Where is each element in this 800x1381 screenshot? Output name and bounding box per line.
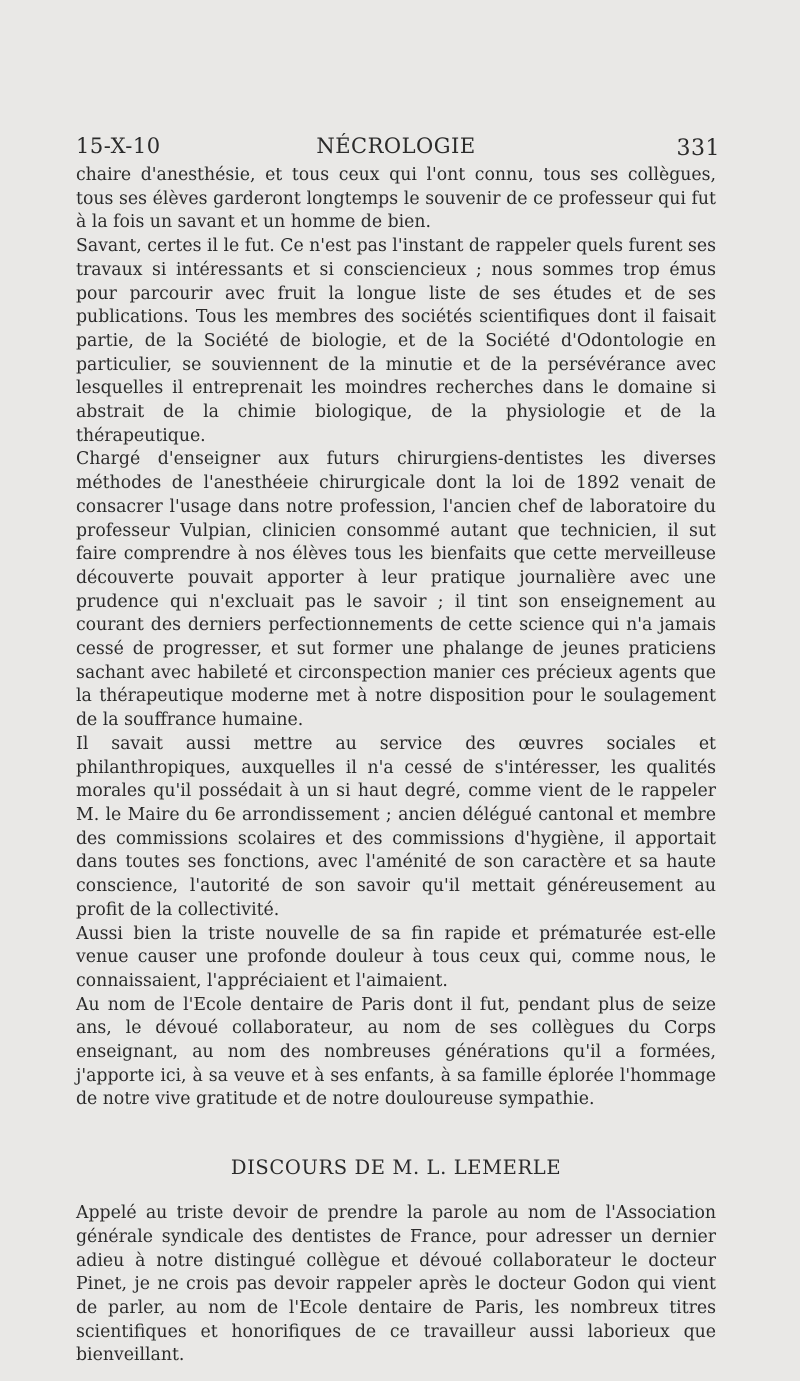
paragraph: Appelé au triste devoir de prendre la parole au nom de l'Association générale syndicale des dentistes de France, pour adresser un dernier adieu à notre distingué collègue et dévoué collaborateur le docteur Pinet, je ne crois pas devoir rappeler après le docteur Godon qui vient de parler, au nom de l'Ecole dentaire de Paris, les nombreux titres scientifiques et honorifiques de ce travailleur aussi laborieux que bienveillant. xyxy=(76,1203,716,1366)
speech-body xyxy=(76,1202,716,1368)
page-number: 331 xyxy=(676,136,720,161)
header-section-title: NÉCROLOGIE xyxy=(316,134,476,158)
paragraph: Chargé d'enseigner aux futurs chirurgiens-dentistes les diverses méthodes de l'anesthéeie chirurgicale dont la loi de 1892 venait de consacrer l'usage dans notre profession, l'ancien chef de laboratoire du professeur Vulpian, clinicien consommé autant que technicien, il sut faire comprendre à nos élèves tous les bienfaits que cette merveilleuse découverte pouvait apporter à leur pratique journalière avec une prudence qui n'excluait pas le savoir ; il tint son enseignement au courant des derniers perfectionnements de cette science qui n'a jamais cessé de progresser, et sut former une phalange de jeunes praticiens sachant avec habileté et circonspection manier ces précieux agents que la thérapeutique moderne met à notre disposition pour le soulagement de la souffrance humaine. xyxy=(76,449,716,731)
section-heading: DISCOURS DE M. L. LEMERLE xyxy=(230,1156,562,1180)
paragraph: Savant, certes il le fut. Ce n'est pas l'instant de rappeler quels furent ses travaux si intéressants et si consciencieux ; nous sommes trop émus pour parcourir avec fruit la longue liste de ses études et de ses publications. Tous les membres des sociétés scientifiques dont il faisait partie, de la Société de biologie, et de la Société d'Odontologie en particulier, se souviennent de la minutie et de la persévérance avec lesquelles il entreprenait les moindres recherches dans le domaine si abstrait de la chimie biologique, de la physiologie et de la thérapeutique. xyxy=(76,236,716,446)
paragraph: Au nom de l'Ecole dentaire de Paris dont il fut, pendant plus de seize ans, le dévoué collaborateur, au nom de ses collègues du Corps enseignant, au nom des nombreuses générations qu'il a formées, j'apporte ici, à sa veuve et à ses enfants, à sa famille éplorée l'hommage de notre vive gratitude et de notre douloureuse sympathie. xyxy=(76,994,716,1110)
paragraph: Aussi bien la triste nouvelle de sa fin rapide et prématurée est-elle venue causer une profonde douleur à tous ceux qui, comme nous, le connaissaient, l'appréciaient et l'aimaient. xyxy=(76,923,716,991)
paragraph: Il savait aussi mettre au service des œuvres sociales et philanthropiques, auxquelles il n'a cessé de s'intéresser, les qualités morales qu'il possédait à un si haut degré, comme vient de le rappeler M. le Maire du 6e arrondissement ; ancien délégué cantonal et membre des commissions scolaires et des commissions d'hygiène, il apportait dans toutes ses fonctions, avec l'aménité de son caractère et sa haute conscience, l'autorité de son savoir qu'il mettait généreusement au profit de la collectivité. xyxy=(76,733,716,920)
running-header xyxy=(76,130,720,164)
book-page xyxy=(76,130,720,1368)
paragraph: chaire d'anesthésie, et tous ceux qui l'ont connu, tous ses collègues, tous ses élèves garderont longtemps le souvenir de ce professeur qui fut à la fois un savant et un homme de bien. xyxy=(76,165,716,233)
header-date: 15-X-10 xyxy=(76,134,161,158)
article-body xyxy=(76,164,716,1112)
